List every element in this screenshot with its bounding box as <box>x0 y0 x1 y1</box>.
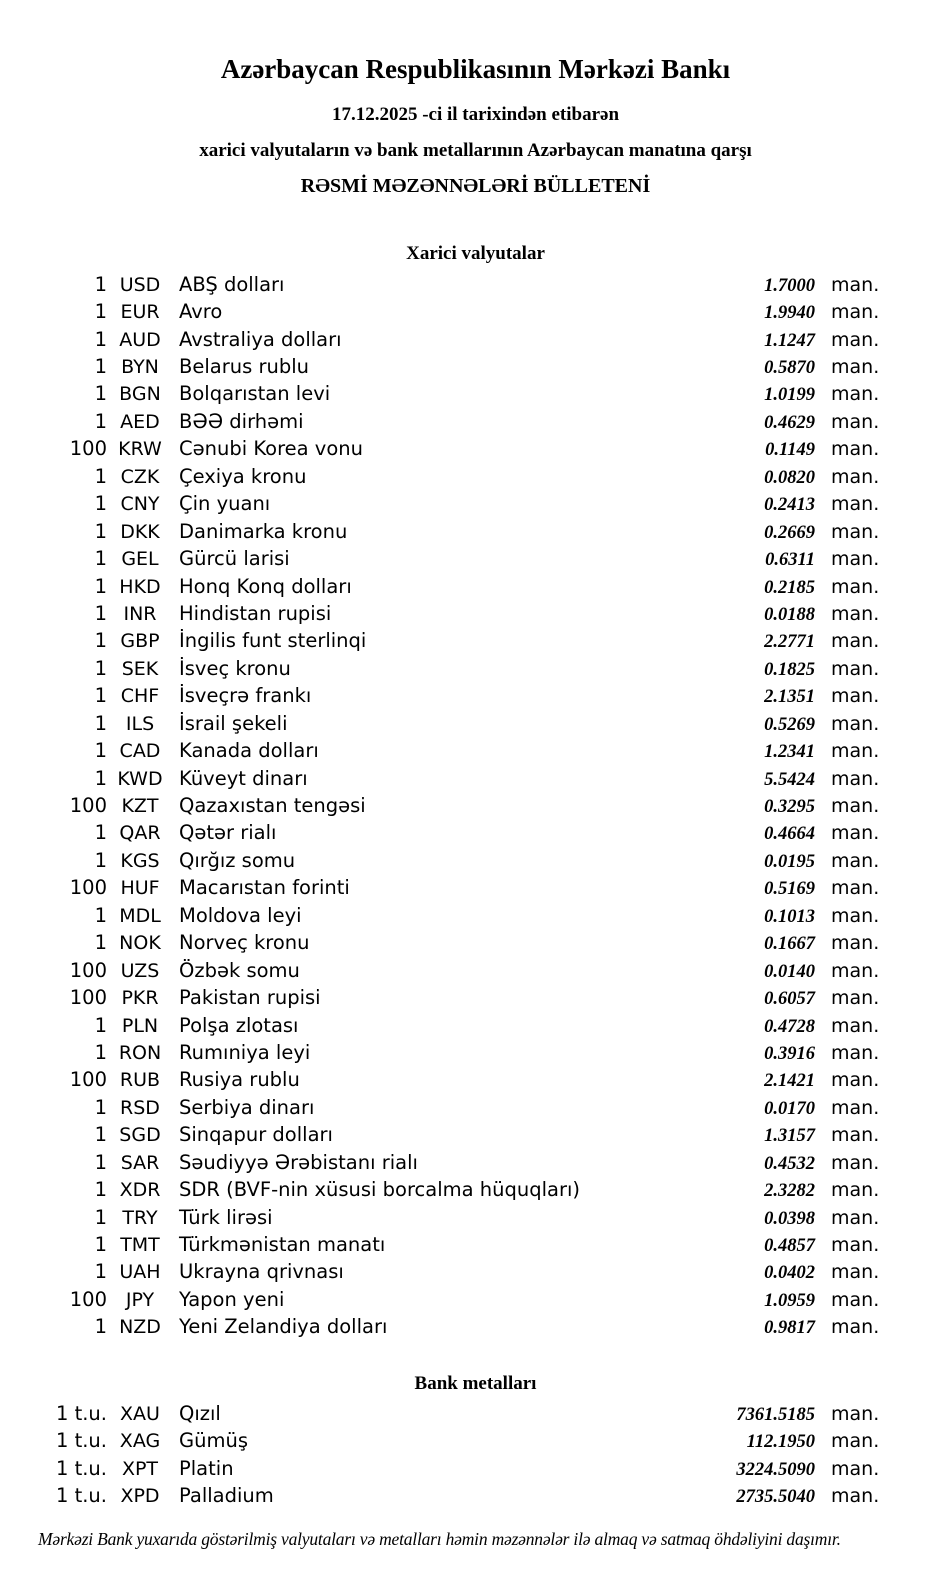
rate-row <box>0 409 880 437</box>
unit-label: man. <box>831 465 880 488</box>
unit-label: man. <box>831 932 880 955</box>
row-code: RON <box>118 1041 162 1064</box>
row-code: XPT <box>121 1457 159 1480</box>
row-code: RUB <box>119 1069 161 1092</box>
metals-section-title: Bank metalları <box>414 1372 537 1394</box>
row-name: Gümüş <box>179 1429 248 1453</box>
row-code: CAD <box>119 740 161 763</box>
rate-row <box>0 574 880 602</box>
row-quantity: 1 <box>94 519 107 543</box>
row-rate: 0.0402 <box>764 1263 815 1284</box>
unit-label: man. <box>831 520 880 543</box>
row-name: Macarıstan forinti <box>179 876 350 900</box>
rate-row <box>0 739 880 766</box>
rate-row <box>0 1123 880 1150</box>
row-rate: 0.3916 <box>764 1043 815 1064</box>
unit-label: man. <box>831 1457 880 1480</box>
row-quantity: 1 <box>94 848 107 872</box>
subtitle-line: xarici valyutaların və bank metallarının Azərbaycan manatına qarşı <box>199 139 752 161</box>
rate-row <box>0 492 880 519</box>
row-name: İsrail şekeli <box>179 711 288 735</box>
row-name: Çin yuanı <box>179 492 271 516</box>
rate-row <box>0 382 880 409</box>
row-name: Qırğız somu <box>179 848 296 872</box>
row-rate: 0.1825 <box>764 659 815 680</box>
unit-label: man. <box>831 383 880 406</box>
row-quantity: 1 <box>94 684 107 708</box>
row-code: GBP <box>120 630 160 653</box>
row-code: XAU <box>120 1402 160 1425</box>
row-name: Pakistan rupisi <box>179 986 321 1010</box>
row-quantity: 1 <box>94 409 107 433</box>
row-quantity: 1 t.u. <box>55 1484 107 1508</box>
unit-label: man. <box>831 987 880 1010</box>
row-code: PKR <box>121 987 159 1010</box>
row-quantity: 1 <box>94 1178 107 1202</box>
row-rate: 0.0170 <box>764 1098 815 1119</box>
row-name: Norveç kronu <box>179 931 310 955</box>
row-quantity: 1 <box>94 1315 107 1339</box>
row-name: Hindistan rupisi <box>179 601 332 625</box>
row-code: BGN <box>119 383 161 406</box>
row-quantity: 1 <box>94 1205 107 1229</box>
row-quantity: 1 <box>94 300 107 324</box>
unit-label: man. <box>831 849 880 872</box>
rate-row <box>0 629 880 656</box>
rate-row <box>0 656 880 684</box>
row-rate: 5.5424 <box>764 769 815 790</box>
row-rate: 2.1421 <box>764 1071 815 1092</box>
row-quantity: 100 <box>69 437 107 461</box>
row-rate: 0.0188 <box>764 604 815 625</box>
row-rate: 0.6311 <box>765 550 815 571</box>
rate-row <box>0 711 880 739</box>
row-rate: 0.2185 <box>764 577 815 598</box>
row-rate: 0.5870 <box>764 358 815 378</box>
row-rate: 0.2669 <box>764 522 815 543</box>
row-rate: 0.1013 <box>764 906 815 927</box>
unit-label: man. <box>831 548 880 571</box>
row-rate: 0.4857 <box>764 1236 815 1256</box>
row-code: SEK <box>121 657 159 680</box>
rate-row <box>0 766 880 794</box>
rate-row <box>0 848 880 876</box>
row-name: Yapon yeni <box>179 1287 285 1311</box>
rate-row <box>0 1150 880 1178</box>
rate-row <box>0 1068 880 1095</box>
row-quantity: 1 <box>94 1233 107 1256</box>
metal-rate-list <box>0 1401 880 1512</box>
unit-label: man. <box>831 493 880 516</box>
row-quantity: 1 <box>94 574 107 598</box>
row-name: Özbək somu <box>179 958 300 982</box>
row-code: EUR <box>120 301 160 324</box>
unit-label: man. <box>831 575 880 598</box>
row-name: Palladium <box>179 1484 274 1508</box>
rate-row <box>0 1315 880 1342</box>
row-code: MDL <box>119 904 161 927</box>
row-quantity: 1 t.u. <box>55 1429 107 1453</box>
row-quantity: 1 <box>94 327 107 351</box>
row-code: TRY <box>122 1206 158 1229</box>
row-code: UZS <box>120 959 160 982</box>
rate-row <box>0 1178 880 1205</box>
unit-label: man. <box>831 356 880 378</box>
rate-row <box>0 876 880 903</box>
currencies-section <box>0 243 951 1343</box>
row-code: INR <box>123 602 157 625</box>
unit-label: man. <box>831 1096 880 1119</box>
row-rate: 0.6057 <box>764 989 815 1010</box>
row-quantity: 100 <box>69 986 107 1010</box>
row-name: Honq Konq dolları <box>179 574 352 598</box>
row-name: Türkmənistan manatı <box>179 1233 386 1256</box>
row-code: JPY <box>125 1288 155 1311</box>
row-name: Belarus rublu <box>179 355 310 378</box>
row-quantity: 100 <box>69 958 107 982</box>
row-rate: 1.9940 <box>764 303 815 324</box>
row-rate: 1.0199 <box>764 385 815 406</box>
row-code: HUF <box>120 877 160 900</box>
metals-section <box>0 1373 951 1512</box>
row-quantity: 1 <box>94 1150 107 1174</box>
row-code: NOK <box>119 932 161 955</box>
row-rate: 0.9817 <box>764 1318 815 1339</box>
row-quantity: 1 <box>94 1260 107 1284</box>
row-code: SGD <box>119 1124 161 1147</box>
row-rate: 1.1247 <box>764 330 815 351</box>
rate-row <box>0 1040 880 1068</box>
row-quantity: 1 <box>94 629 107 653</box>
rate-row <box>0 1233 880 1260</box>
rate-row <box>0 519 880 547</box>
unit-label: man. <box>831 1485 880 1508</box>
row-code: GEL <box>121 548 159 571</box>
unit-label: man. <box>831 904 880 927</box>
unit-label: man. <box>831 1014 880 1037</box>
rate-row <box>0 1287 880 1315</box>
row-code: BYN <box>121 356 159 378</box>
rate-row <box>0 903 880 931</box>
rate-row <box>0 272 880 300</box>
row-name: İsveçrə frankı <box>179 684 312 708</box>
row-name: Küveyt dinarı <box>179 766 308 790</box>
document-footer <box>38 1529 913 1550</box>
unit-label: man. <box>831 410 880 433</box>
row-name: Kanada dolları <box>179 739 319 763</box>
effective-date-line: 17.12.2025 -ci il tarixindən etibarən <box>331 103 620 125</box>
row-quantity: 1 <box>94 656 107 680</box>
row-rate: 2.2771 <box>764 632 815 653</box>
row-code: KWD <box>117 767 163 790</box>
row-rate: 0.0195 <box>764 851 815 872</box>
unit-label: man. <box>831 657 880 680</box>
row-name: BƏƏ dirhəmi <box>179 409 304 433</box>
row-rate: 0.0140 <box>764 961 815 982</box>
rate-row <box>0 1401 880 1429</box>
unit-label: man. <box>831 1206 880 1229</box>
row-rate: 1.0959 <box>764 1290 815 1311</box>
row-name: Qızıl <box>179 1401 221 1425</box>
row-name: Bolqarıstan levi <box>179 382 331 406</box>
row-code: TMT <box>120 1234 160 1256</box>
row-quantity: 1 <box>94 355 107 378</box>
currencies-section-title: Xarici valyutalar <box>406 242 545 264</box>
row-code: XPD <box>120 1485 160 1508</box>
row-code: NZD <box>119 1316 161 1339</box>
rate-row <box>0 437 880 464</box>
row-name: Serbiya dinarı <box>179 1095 315 1119</box>
row-code: UAH <box>119 1261 161 1284</box>
rate-row <box>0 327 880 355</box>
row-rate: 0.4532 <box>764 1153 815 1174</box>
row-code: HKD <box>119 575 161 598</box>
row-rate: 1.3157 <box>764 1126 815 1147</box>
row-rate: 1.7000 <box>764 275 815 296</box>
row-rate: 0.5169 <box>764 879 815 900</box>
row-quantity: 1 <box>94 492 107 516</box>
unit-label: man. <box>831 767 880 790</box>
rate-row <box>0 1456 880 1484</box>
row-quantity: 1 <box>94 1040 107 1064</box>
row-code: CNY <box>120 493 160 516</box>
row-code: USD <box>119 273 161 296</box>
rate-row <box>0 958 880 986</box>
rate-row <box>0 464 880 492</box>
unit-label: man. <box>831 1041 880 1064</box>
row-name: Türk lirəsi <box>179 1205 273 1229</box>
unit-label: man. <box>831 438 880 461</box>
row-name: ABŞ dolları <box>179 272 285 296</box>
row-code: SAR <box>120 1151 160 1174</box>
rate-row <box>0 1095 880 1123</box>
row-name: Çexiya kronu <box>179 464 307 488</box>
rate-row <box>0 1429 880 1456</box>
row-quantity: 1 t.u. <box>55 1401 107 1425</box>
row-quantity: 1 <box>94 1095 107 1119</box>
row-name: İsveç kronu <box>179 656 291 680</box>
unit-label: man. <box>831 328 880 351</box>
unit-label: man. <box>831 1151 880 1174</box>
unit-label: man. <box>831 959 880 982</box>
row-rate: 2.3282 <box>764 1181 815 1202</box>
row-rate: 7361.5185 <box>736 1404 815 1425</box>
row-rate: 0.4629 <box>764 412 815 433</box>
row-name: Rusiya rublu <box>179 1068 300 1092</box>
row-name: Gürcü larisi <box>179 547 290 571</box>
unit-label: man. <box>831 1316 880 1339</box>
document-header <box>0 0 951 198</box>
row-code: AUD <box>119 328 161 351</box>
rate-row <box>0 300 880 327</box>
unit-label: man. <box>831 685 880 708</box>
unit-label: man. <box>831 602 880 625</box>
row-code: PLN <box>121 1014 159 1037</box>
row-code: QAR <box>119 822 161 845</box>
row-rate: 0.1149 <box>765 440 815 461</box>
rate-row <box>0 821 880 848</box>
rate-row <box>0 684 880 711</box>
row-name: Cənubi Korea vonu <box>179 437 363 461</box>
row-rate: 0.5269 <box>764 714 815 735</box>
row-rate: 0.4728 <box>764 1016 815 1037</box>
unit-label: man. <box>831 1402 880 1425</box>
unit-label: man. <box>831 1069 880 1092</box>
row-quantity: 100 <box>69 1068 107 1092</box>
row-rate: 112.1950 <box>746 1432 815 1453</box>
row-rate: 0.4664 <box>764 824 815 845</box>
row-quantity: 100 <box>69 876 107 900</box>
row-code: CHF <box>120 685 160 708</box>
row-name: Səudiyyə Ərəbistanı rialı <box>179 1150 418 1174</box>
row-name: Qətər rialı <box>179 821 277 845</box>
row-quantity: 1 <box>94 382 107 406</box>
row-name: Yeni Zelandiya dolları <box>179 1315 388 1339</box>
row-quantity: 1 <box>94 601 107 625</box>
row-name: Avstraliya dolları <box>179 327 342 351</box>
row-rate: 1.2341 <box>764 742 815 763</box>
row-quantity: 1 <box>94 1123 107 1147</box>
disclaimer-text: Mərkəzi Bank yuxarıda göstərilmiş valyutaları və metalları həmin məzənnələr ilə almaq və satmaq öhdəliyini daşımır. <box>38 1529 841 1549</box>
row-quantity: 1 <box>94 931 107 955</box>
unit-label: man. <box>831 1179 880 1202</box>
row-name: Rumıniya leyi <box>179 1040 311 1064</box>
row-quantity: 1 <box>94 903 107 927</box>
rate-row <box>0 986 880 1013</box>
row-name: İngilis funt sterlinqi <box>179 629 367 653</box>
row-rate: 2.1351 <box>764 687 815 708</box>
row-code: XDR <box>119 1179 161 1202</box>
row-quantity: 1 t.u. <box>55 1456 107 1480</box>
row-name: Qazaxıstan tengəsi <box>179 794 366 817</box>
rate-row <box>0 1484 880 1511</box>
row-code: DKK <box>120 520 160 543</box>
row-rate: 0.2413 <box>764 495 815 516</box>
row-quantity: 100 <box>69 1287 107 1311</box>
row-rate: 0.3295 <box>764 797 815 817</box>
unit-label: man. <box>831 273 880 296</box>
row-quantity: 1 <box>94 464 107 488</box>
row-quantity: 1 <box>94 739 107 763</box>
row-rate: 3224.5090 <box>736 1459 815 1480</box>
row-quantity: 1 <box>94 272 107 296</box>
row-code: KRW <box>118 438 162 461</box>
currency-rate-list <box>0 272 880 1343</box>
row-quantity: 100 <box>69 794 107 817</box>
unit-label: man. <box>831 822 880 845</box>
row-quantity: 1 <box>94 766 107 790</box>
bulletin-title: RƏSMİ MƏZƏNNƏLƏRİ BÜLLETENİ <box>300 174 651 197</box>
row-rate: 0.0398 <box>764 1208 815 1229</box>
row-quantity: 1 <box>94 711 107 735</box>
unit-label: man. <box>831 1234 880 1256</box>
unit-label: man. <box>831 740 880 763</box>
unit-label: man. <box>831 630 880 653</box>
rate-row <box>0 1013 880 1041</box>
row-quantity: 1 <box>94 821 107 845</box>
row-name: Sinqapur dolları <box>179 1123 333 1147</box>
row-code: AED <box>120 410 160 433</box>
row-name: Danimarka kronu <box>179 519 348 543</box>
unit-label: man. <box>831 1124 880 1147</box>
unit-label: man. <box>831 1261 880 1284</box>
row-name: SDR (BVF-nin xüsusi borcalma hüquqları) <box>179 1178 581 1202</box>
rate-row <box>0 547 880 574</box>
bank-name-title: Azərbaycan Respublikasının Mərkəzi Bankı <box>220 54 731 84</box>
unit-label: man. <box>831 301 880 324</box>
rate-row <box>0 355 880 382</box>
rate-row <box>0 601 880 629</box>
row-rate: 0.0820 <box>764 467 815 488</box>
row-code: ILS <box>125 712 155 735</box>
row-rate: 2735.5040 <box>736 1487 815 1508</box>
row-name: Polşa zlotası <box>179 1013 299 1037</box>
rate-row <box>0 1260 880 1287</box>
row-code: KGS <box>120 849 160 872</box>
rate-row <box>0 1205 880 1233</box>
unit-label: man. <box>831 877 880 900</box>
row-code: KZT <box>121 795 159 817</box>
row-name: Moldova leyi <box>179 903 302 927</box>
row-name: Ukrayna qrivnası <box>179 1260 344 1284</box>
row-quantity: 1 <box>94 547 107 571</box>
unit-label: man. <box>831 712 880 735</box>
unit-label: man. <box>831 1288 880 1311</box>
row-name: Avro <box>179 300 223 324</box>
unit-label: man. <box>831 1430 880 1453</box>
rate-row <box>0 931 880 958</box>
row-rate: 0.1667 <box>764 934 815 955</box>
row-code: CZK <box>120 465 160 488</box>
unit-label: man. <box>831 795 880 817</box>
rate-row <box>0 794 880 821</box>
row-quantity: 1 <box>94 1013 107 1037</box>
row-name: Platin <box>179 1456 234 1480</box>
row-code: XAG <box>119 1430 161 1453</box>
row-code: RSD <box>120 1096 160 1119</box>
